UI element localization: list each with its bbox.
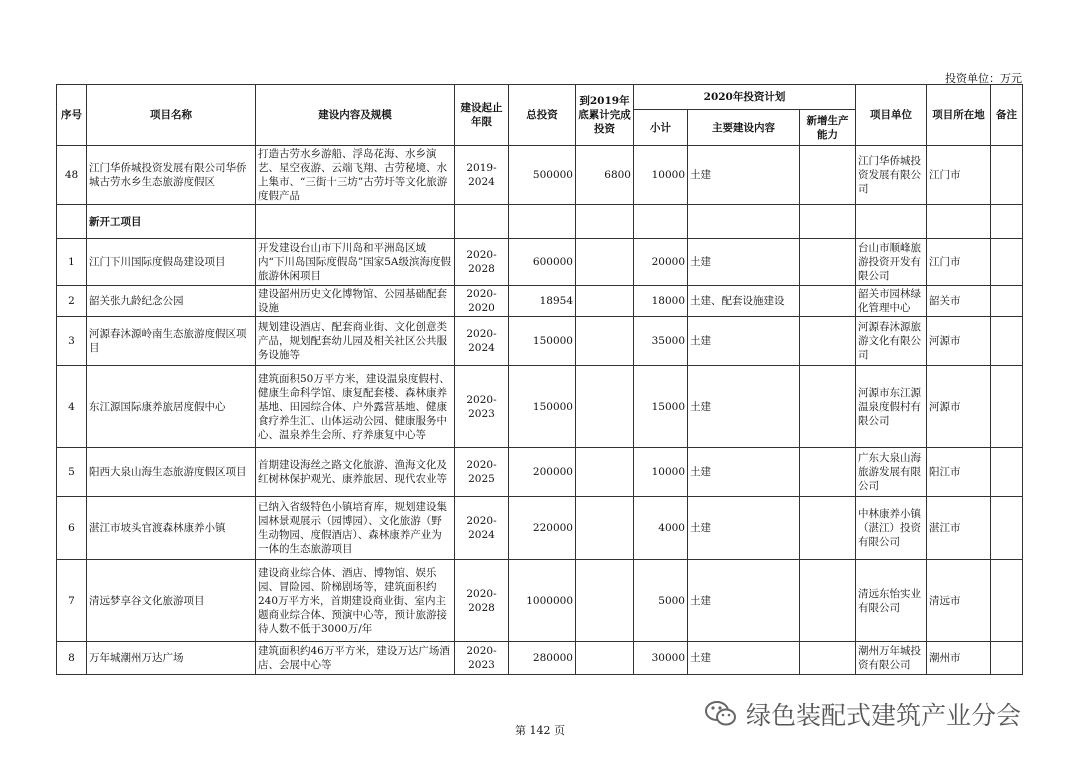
table-row (57, 366, 1023, 448)
cell-content: 开发建设台山市下川岛和平洲岛区域内“下川岛国际度假岛”国家5A级滨海度假旅游休闲项目 (256, 239, 455, 286)
cell-cumulative (576, 560, 634, 642)
cell-location: 河源市 (927, 317, 991, 366)
cell-total: 150000 (509, 366, 576, 448)
cell-location: 湛江市 (927, 497, 991, 560)
header-period: 建设起止年限 (455, 85, 509, 146)
cell-period: 2020-2023 (455, 642, 509, 675)
cell-main: 土建 (688, 560, 800, 642)
cell-main: 土建 (688, 239, 800, 286)
cell-content: 建设商业综合体、酒店、博物馆、娱乐园、冒险园、阶梯剧场等，建筑面积约240万平方米，首期建设商业街、室内主题商业综合体、预演中心等，预计旅游接待人数不低于3000万/年 (256, 560, 455, 642)
cell-remark (991, 642, 1023, 675)
cell-content: 建筑面积50万平方米，建设温泉度假村、健康生命科学馆、康复配套楼、森林康养基地、田园综合体、户外露营基地、健康食疗养生汇、山体运动公园、健康服务中心、温泉养生会所、疗养康复中心等 (256, 366, 455, 448)
cell-no: 4 (57, 366, 87, 448)
cell-subtotal: 18000 (634, 286, 688, 317)
cell-name: 东江源国际康养旅居度假中心 (87, 366, 256, 448)
cell-cumulative (576, 286, 634, 317)
header-unit: 项目单位 (856, 85, 927, 146)
cell-cumulative (576, 642, 634, 675)
cell-cumulative (576, 448, 634, 497)
table-row (57, 497, 1023, 560)
cell-total: 220000 (509, 497, 576, 560)
cell-period: 2020-2024 (455, 317, 509, 366)
cell-unit: 台山市顺峰旅游投资开发有限公司 (856, 239, 927, 286)
cell-subtotal: 4000 (634, 497, 688, 560)
cell-no: 7 (57, 560, 87, 642)
table-row (57, 239, 1023, 286)
cell-name: 万年城潮州万达广场 (87, 642, 256, 675)
cell-unit: 河源市东江源温泉度假村有限公司 (856, 366, 927, 448)
cell-remark (991, 366, 1023, 448)
header-total: 总投资 (509, 85, 576, 146)
cell-total: 600000 (509, 239, 576, 286)
header-content: 建设内容及规模 (256, 85, 455, 146)
cell-no: 6 (57, 497, 87, 560)
cell-remark (991, 317, 1023, 366)
cell-no: 3 (57, 317, 87, 366)
cell-period: 2020-2028 (455, 239, 509, 286)
cell-unit: 韶关市园林绿化管理中心 (856, 286, 927, 317)
cell-cumulative (576, 497, 634, 560)
cell-unit: 河源春沐源旅游文化有限公司 (856, 317, 927, 366)
cell-cumulative (576, 317, 634, 366)
cell-period: 2020-2025 (455, 448, 509, 497)
cell-name: 阳西大泉山海生态旅游度假区项目 (87, 448, 256, 497)
cell-content: 已纳入省级特色小镇培育库，规划建设集园林景观展示（园博园）、文化旅游（野生动物园、度假酒店）、森林康养产业为一体的生态旅游项目 (256, 497, 455, 560)
cell-remark (991, 560, 1023, 642)
cell-no: 2 (57, 286, 87, 317)
cell-no: 1 (57, 239, 87, 286)
cell-main: 土建、配套设施建设 (688, 286, 800, 317)
section-title: 新开工项目 (87, 205, 256, 239)
cell-location: 阳江市 (927, 448, 991, 497)
cell-total: 500000 (509, 146, 576, 205)
cell-subtotal: 10000 (634, 448, 688, 497)
cell-total: 280000 (509, 642, 576, 675)
header-name: 项目名称 (87, 85, 256, 146)
cell-no: 8 (57, 642, 87, 675)
cell-location: 潮州市 (927, 642, 991, 675)
cell-capacity (800, 366, 856, 448)
cell-period: 2020-2028 (455, 560, 509, 642)
cell-name: 江门下川国际度假岛建设项目 (87, 239, 256, 286)
header-subtotal: 小计 (634, 110, 688, 146)
table-row (57, 448, 1023, 497)
cell-cumulative: 6800 (576, 146, 634, 205)
cell-capacity (800, 497, 856, 560)
cell-subtotal: 5000 (634, 560, 688, 642)
cell-total: 1000000 (509, 560, 576, 642)
header-plan2020: 2020年投资计划 (634, 85, 856, 110)
cell-content: 规划建设酒店、配套商业街、文化创意类产品，规划配套幼儿园及相关社区公共服务设施等 (256, 317, 455, 366)
cell-cumulative (576, 239, 634, 286)
cell-name: 清远梦享谷文化旅游项目 (87, 560, 256, 642)
cell-capacity (800, 286, 856, 317)
cell-period: 2019-2024 (455, 146, 509, 205)
cell-main: 土建 (688, 317, 800, 366)
cell-period: 2020-2020 (455, 286, 509, 317)
cell-location: 清远市 (927, 560, 991, 642)
cell-period: 2020-2024 (455, 497, 509, 560)
cell-main: 土建 (688, 642, 800, 675)
cell-capacity (800, 642, 856, 675)
cell-capacity (800, 317, 856, 366)
table-row (57, 642, 1023, 675)
cell-no: 5 (57, 448, 87, 497)
header-location: 项目所在地 (927, 85, 991, 146)
table-row (57, 317, 1023, 366)
cell-main: 土建 (688, 146, 800, 205)
cell-remark (991, 239, 1023, 286)
cell-location: 江门市 (927, 146, 991, 205)
cell-remark (991, 146, 1023, 205)
cell-name: 韶关张九龄纪念公园 (87, 286, 256, 317)
cell-unit: 中林康养小镇（湛江）投资有限公司 (856, 497, 927, 560)
cell-subtotal: 10000 (634, 146, 688, 205)
cell-main: 土建 (688, 448, 800, 497)
cell-name: 湛江市坡头官渡森林康养小镇 (87, 497, 256, 560)
cell-content: 首期建设海丝之路文化旅游、渔海文化及红树林保护观光、康养旅居、现代农业等 (256, 448, 455, 497)
cell-location: 河源市 (927, 366, 991, 448)
cell-remark (991, 497, 1023, 560)
cell-capacity (800, 146, 856, 205)
table-row (57, 286, 1023, 317)
table-row (57, 146, 1023, 205)
cell-total: 150000 (509, 317, 576, 366)
cell-period: 2020-2023 (455, 366, 509, 448)
cell-capacity (800, 448, 856, 497)
cell-content: 建筑面积约46万平方米，建设万达广场酒店、会展中心等 (256, 642, 455, 675)
cell-unit: 清远东怡实业有限公司 (856, 560, 927, 642)
cell-location: 韶关市 (927, 286, 991, 317)
cell-total: 200000 (509, 448, 576, 497)
cell-content: 打造古劳水乡游船、浮岛花海、水乡演艺、星空夜游、云端飞翔、古劳秘境、水上集市、“三街十三坊”古劳圩等文化旅游度假产品 (256, 146, 455, 205)
cell-unit: 广东大泉山海旅游发展有限公司 (856, 448, 927, 497)
page-number: 第 142 页 (515, 724, 565, 737)
cell-main: 土建 (688, 366, 800, 448)
cell-unit: 江门华侨城投资发展有限公司 (856, 146, 927, 205)
cell-name: 河源春沐源岭南生态旅游度假区项目 (87, 317, 256, 366)
cell-subtotal: 15000 (634, 366, 688, 448)
investment-table (56, 84, 1023, 675)
cell-total: 18954 (509, 286, 576, 317)
cell-capacity (800, 560, 856, 642)
cell-subtotal: 20000 (634, 239, 688, 286)
cell-remark (991, 448, 1023, 497)
header-no: 序号 (57, 85, 87, 146)
table-row (57, 560, 1023, 642)
header-cumulative: 到2019年底累计完成投资 (576, 85, 634, 146)
cell-cumulative (576, 366, 634, 448)
cell-unit: 潮州万年城投资有限公司 (856, 642, 927, 675)
cell-location: 江门市 (927, 239, 991, 286)
cell-subtotal: 35000 (634, 317, 688, 366)
investment-unit-label: 投资单位：万元 (945, 72, 1022, 85)
cell-content: 建设韶州历史文化博物馆、公园基础配套设施 (256, 286, 455, 317)
cell-capacity (800, 239, 856, 286)
header-main-content: 主要建设内容 (688, 110, 800, 146)
cell-remark (991, 286, 1023, 317)
cell-subtotal: 30000 (634, 642, 688, 675)
cell-main: 土建 (688, 497, 800, 560)
header-new-capacity: 新增生产能力 (800, 110, 856, 146)
watermark-text: 绿色装配式建筑产业分会 (746, 701, 1022, 730)
cell-no: 48 (57, 146, 87, 205)
section-row (57, 205, 1023, 239)
cell-name: 江门华侨城投资发展有限公司华侨城古劳水乡生态旅游度假区 (87, 146, 256, 205)
header-remark: 备注 (991, 85, 1023, 146)
